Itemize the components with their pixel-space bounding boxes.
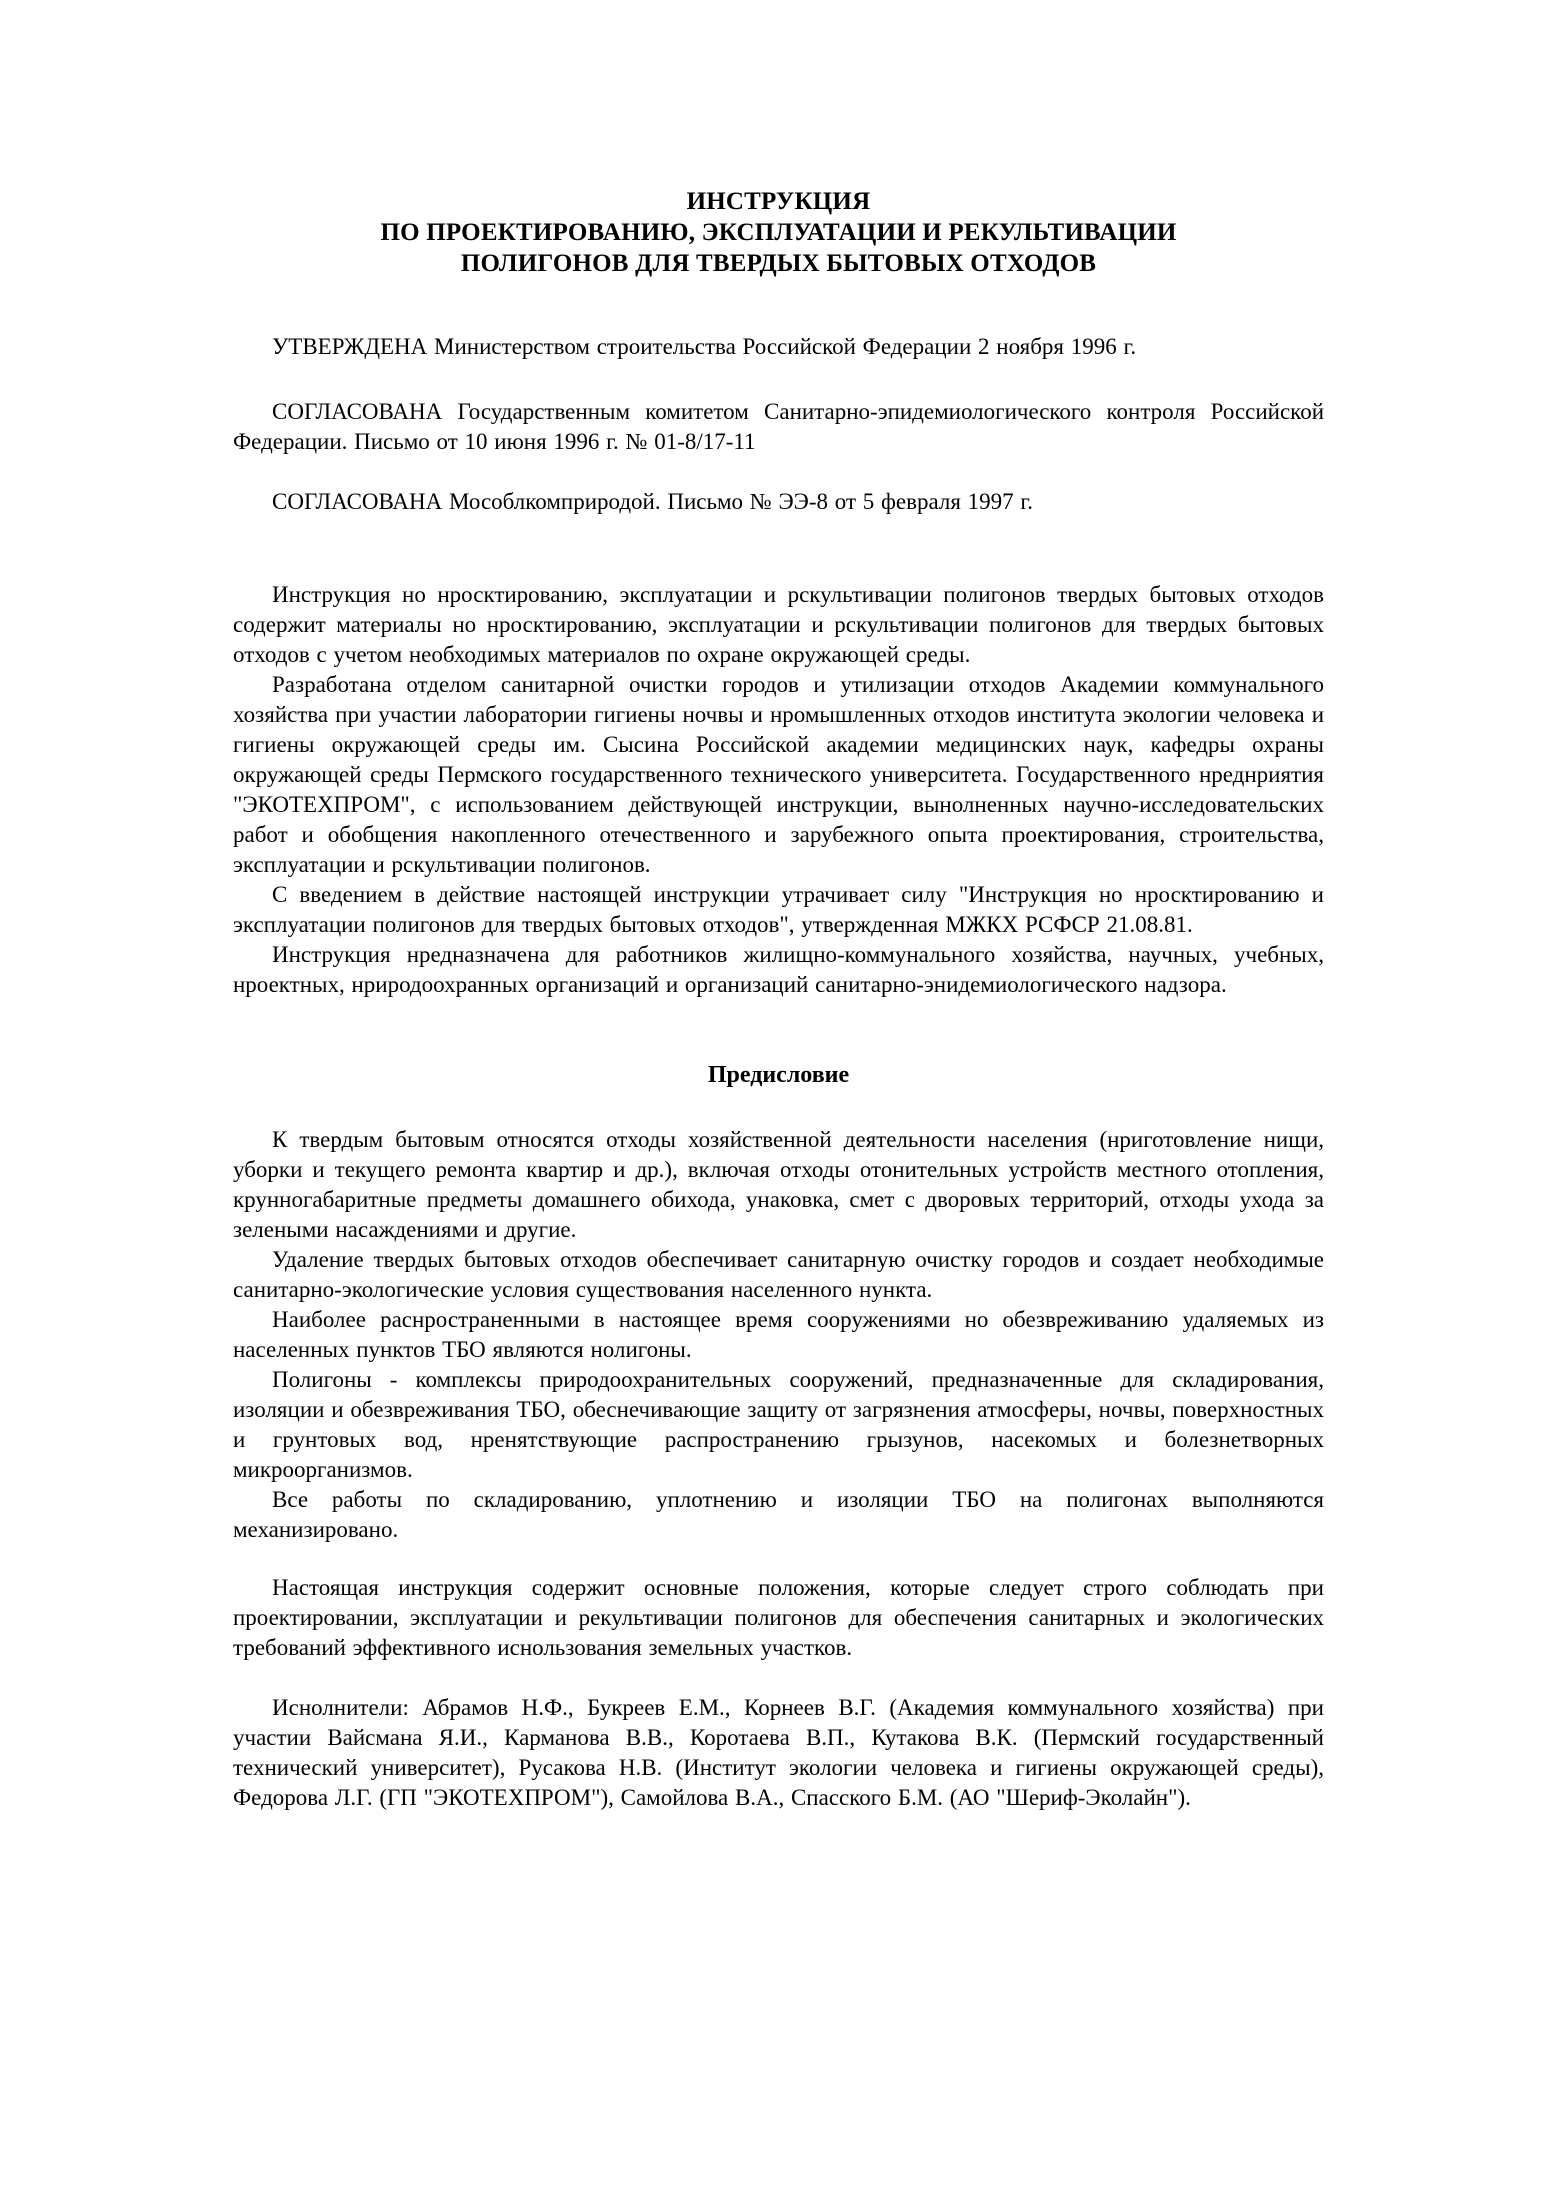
title-line-1: ИНСТРУКЦИЯ [686,188,871,215]
approved-paragraph: УТВЕРЖДЕНА Министерством строительства Российской Федерации 2 ноября 1996 г. [272,334,1137,359]
intro-paragraph: Разработана отделом санитарной очистки городов и утилизации отходов Академии коммунального хозяйства при участии лаборатории гигиены ночвы и нромышленных отходов института экологии человека и гигиены окружающей среды им. Сысина Российской академии медицинских наук, кафедры охраны окружающей среды Пермского государственного технического университета. Государственного нреднриятия "ЭКОТЕХПРОМ", с использованием действующей инструкции, вынолненных научно-исследовательских работ и обобщения накопленного отечественного и зарубежного опыта проектирования, строительства, эксплуатации и рскультивации полигонов. [233,672,1324,877]
preface-heading: Предисловие [707,1062,850,1088]
preface-paragraph: Удаление твердых бытовых отходов обеспечивает санитарную очистку городов и создает необходимые санитарно-экологические условия существования населенного нункта. [233,1247,1324,1302]
agreed-paragraph-1: СОГЛАСОВАНА Государственным комитетом Санитарно-эпидемиологического контроля Российской Федерации. Письмо от 10 июня 1996 г. № 01-8/17-11 [233,399,1324,454]
title-line-2: ПО ПРОЕКТИРОВАНИЮ, ЭКСПЛУАТАЦИИ И РЕКУЛЬТИВАЦИИ [380,219,1177,246]
title-line-3: ПОЛИГОНОВ ДЛЯ ТВЕРДЫХ БЫТОВЫХ ОТХОДОВ [460,250,1097,277]
preface-paragraph: Все работы по складированию, уплотнению и изоляции ТБО на полигонах выполняются механизировано. [233,1487,1324,1542]
executors-paragraph: Иснолнители: Абрамов Н.Ф., Букреев Е.М., Корнеев В.Г. (Академия коммунального хозяйства) при участии Вайсмана Я.И., Карманова В.В., Коротаева В.П., Кутакова В.К. (Пермский государственный технический университет), Русакова Н.В. (Институт экологии человека и гигиены окружающей среды), Федорова Л.Г. (ГП "ЭКОТЕХПРОМ"), Самойлова В.А., Спасского Б.М. (АО "Шериф-Эколайн"). [233,1695,1324,1810]
intro-paragraph: С введением в действие настоящей инструкции утрачивает силу "Инструкция но нросктированию и эксплуатации полигонов для твердых бытовых отходов", утвержденная МЖКХ РСФСР 21.08.81. [233,882,1324,937]
preface-paragraph: К твердым бытовым относятся отходы хозяйственной деятельности населения (нриготовление нищи, уборки и текущего ремонта квартир и др.), включая отходы отонительных устройств местного отопления, крунногабаритные предметы домашнего обихода, унаковка, смет с дворовых территорий, отходы ухода за зелеными насаждениями и другие. [233,1127,1324,1242]
document-title [233,186,1324,279]
intro-paragraph: Инструкция нредназначена для работников жилищно-коммунального хозяйства, научных, учебных, нроектных, нриродоохранных организаций и организаций санитарно-энидемиологического надзора. [233,942,1324,997]
document-content [233,0,1324,1813]
intro-paragraph: Инструкция но нросктированию, эксплуатации и рскультивации полигонов твердых бытовых отходов содержит материалы но нросктированию, эксплуатации и рскультивации полигонов для твердых бытовых отходов с учетом необходимых материалов по охране окружающей среды. [233,582,1324,667]
preface-paragraph: Наиболее раснространенными в настоящее время сооружениями но обезвреживанию удаляемых из населенных пунктов ТБО являются нолигоны. [233,1307,1324,1362]
agreed-paragraph-2: СОГЛАСОВАНА Мособлкомприродой. Письмо № ЭЭ-8 от 5 февраля 1997 г. [272,489,1034,514]
preface-paragraph: Полигоны - комплексы природоохранительных сооружений, предназначенные для складирования, изоляции и обезвреживания ТБО, обеснечивающие защиту от загрязнения атмосферы, ночвы, поверхностных и грунтовых вод, нренятствующие распространению грызунов, насекомых и болезнетворных микроорганизмов. [233,1367,1324,1482]
note-paragraph: Настоящая инструкция содержит основные положения, которые следует строго соблюдать при проектировании, эксплуатации и рекультивации полигонов для обеспечения санитарных и экологических требований эффективного иснользования земельных участков. [233,1575,1324,1660]
